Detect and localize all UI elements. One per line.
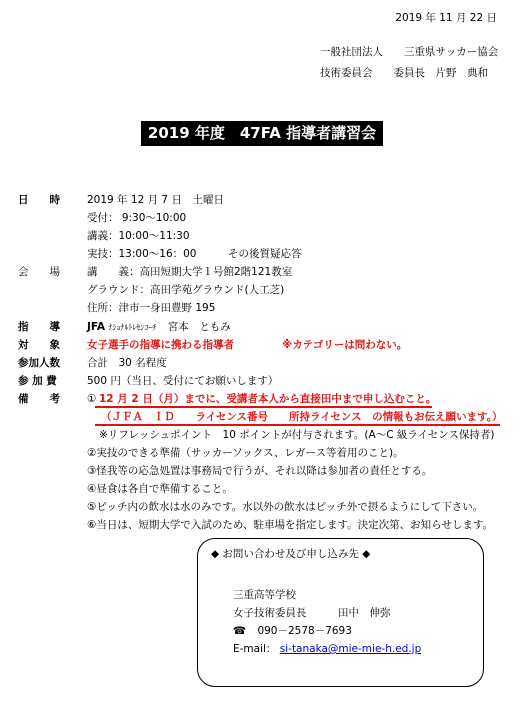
target-label: 対 象 [18,339,60,351]
fee-text: 500 円（当日、受付にてお願いします） [87,375,279,387]
notes-refresh-points: ※リフレッシュポイント 10 ポイントが付与されます。(A～C 級ライセンス保持者) [99,429,495,441]
deadline-underline [95,406,432,408]
instructor-name: 宮本 ともみ [167,321,231,333]
schedule-label: 日 時 [18,194,60,206]
instructor-jfa: JFA [87,321,106,333]
venue-label: 会 場 [18,266,60,278]
page-title: 2019 年度 47FA 指導者講習会 [141,121,383,146]
instructor-label: 指 導 [18,321,60,333]
schedule-lecture: 講義：10:00～11:30 [87,230,190,242]
fee-label: 参 加 費 [18,375,57,387]
notes-item5: ⑤ピッチ内の飲水は水のみです。水以外の飲水はピッチ外で摂るようにして下さい。 [87,501,484,513]
schedule-practical: 実技：13:00～16：00 その後質疑応答 [87,248,302,260]
email-link[interactable]: si-tanaka@mie-mie-h.ed.jp [279,643,422,655]
venue-address: 住所：津市一身田豊野 195 [87,302,216,314]
notes-item2: ②実技のできる準備（サッカーソックス、レガース等着用のこと)。 [87,447,404,459]
organization-line: 一般社団法人 三重県サッカー協会 [320,46,499,58]
schedule-date: 2019 年 12 月 7 日 土曜日 [87,194,224,206]
notes-item1-info: （ＪＦＡ ＩＤ ライセンス番号 所持ライセンス の情報もお伝え願います。） [101,411,503,423]
info-underline [95,424,500,426]
notes-item6: ⑥当日は、短期大学で入試のため、駐車場を指定します。決定次第、お知らせします。 [87,519,493,531]
instructor-role: ﾅｼｮﾅﾙﾄﾚｾﾝｺｰﾁ [108,323,157,332]
contact-phone: 090－2578－7693 [257,625,352,637]
contact-phone-line [233,624,352,638]
contact-email-line [233,642,421,656]
participants-text: 合計 30 名程度 [87,357,167,369]
contact-person: 女子技術委員長 田中 伸弥 [233,607,391,619]
venue-ground: グラウンド：高田学苑グラウンド(人工芝) [87,284,285,296]
participants-label: 参加人数 [18,357,60,369]
target-note: ※カテゴリーは問わない。 [282,339,408,351]
notes-label: 備 考 [18,393,60,405]
email-label: E-mail： [233,643,277,655]
notes-item1: 12 月 2 日（月）までに、受講者本人から直接田中まで申し込むこと。 [99,393,437,405]
notes-item1-number: ① [87,393,97,405]
venue-lecture: 講 義：高田短期大学１号館2階121教室 [87,266,293,278]
contact-title: ◆ お問い合わせ及び申し込み先 ◆ [211,548,371,560]
schedule-reception: 受付： 9:30～10:00 [87,212,187,224]
committee-line: 技術委員会 委員長 片野 典和 [320,67,488,79]
contact-school: 三重高等学校 [233,589,296,601]
document-date: 2019 年 11 月 22 日 [395,12,497,24]
notes-item4: ④昼食は各自で準備すること。 [87,483,233,495]
notes-item3: ③怪我等の応急処置は事務局で行うが、それ以降は参加者の責任とする。 [87,465,433,477]
phone-icon: ☎ [233,625,247,637]
target-text: 女子選手の指導に携わる指導者 [87,339,234,351]
instructor-line [87,320,231,335]
